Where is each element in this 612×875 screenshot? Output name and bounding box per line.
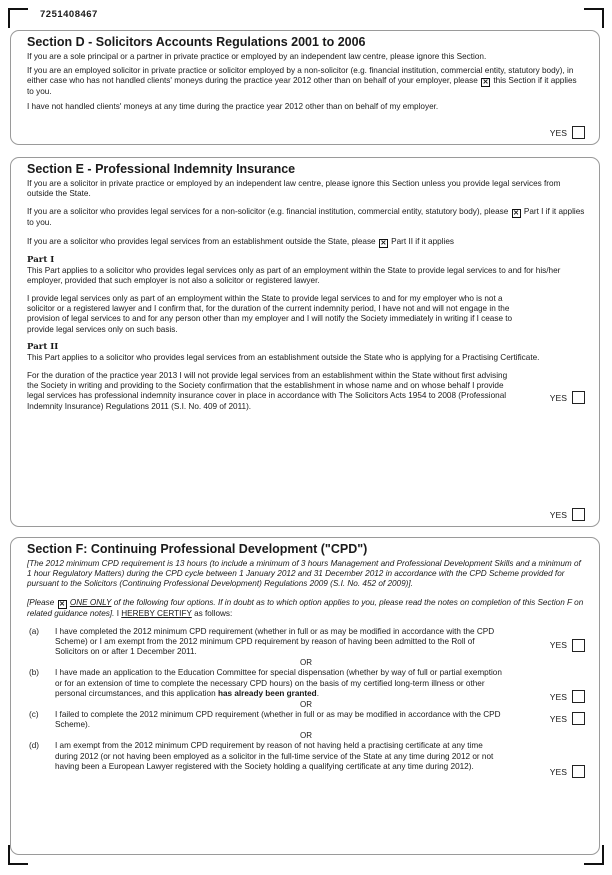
part-2-yes-checkbox[interactable] <box>572 508 585 521</box>
section-d-declaration: I have not handled clients' moneys at any time during the practice year 2012 other than on behalf of my employer. <box>27 101 439 111</box>
tick-box-icon: ✕ <box>513 210 520 218</box>
part-1-declaration: I provide legal services only as part of an employment within the State to provide legal services to and for my employer who is not a solicitor or a registered lawyer and I confirm that, for the duration of the current indemnity period, I have not and will not engage in the provision of legal services to and for any person other than my employer and I will notify the Society immediately in writing if I cease to provide legal services only on such basis. <box>27 294 513 334</box>
corner-mark-top-right <box>584 8 604 28</box>
option-d-yes <box>550 765 585 778</box>
option-a-yes <box>550 639 585 652</box>
option-a <box>27 627 585 658</box>
tick-box-icon: ✕ <box>482 79 489 87</box>
or-separator: OR <box>300 658 312 668</box>
section-e-para-3: If you are a solicitor who provides legal services from an establishment outside the State, please ✕ Part II if it applies <box>27 236 454 247</box>
section-f <box>10 537 600 855</box>
section-d-title: Section D - Solicitors Accounts Regulations 2001 to 2006 <box>27 35 366 49</box>
or-separator: OR <box>300 731 312 741</box>
yes-label: YES <box>549 766 567 777</box>
option-b-yes <box>550 690 585 703</box>
option-b-label: (b) <box>29 668 40 678</box>
part-2-yes <box>550 508 585 521</box>
option-d-label: (d) <box>29 741 40 751</box>
part-2-declaration: For the duration of the practice year 2013 I will not provide legal services from an establishment within the State without first advising the Society in writing and providing to the Society confirmation that the establishment in whose name and on whose behalf I provide legal services has professional indemnity insurance cover in place in accordance with The Solicitors Acts 1954 to 2008 (Professional Indemnity Insurance) Regulations 2011 (S.I. No. 409 of 2011). <box>27 371 508 411</box>
part-2-title: Part II <box>27 341 59 352</box>
section-d-yes-checkbox[interactable] <box>572 126 585 139</box>
yes-label: YES <box>549 127 567 138</box>
section-f-instructions: [Please ✕ ONE ONLY of the following four options. If in doubt as to which option applies to you, please read the notes on completion of this Section F on related guidance notes]. I HEREBY CERTIFY as follows: <box>27 597 584 618</box>
section-d-para-2: If you are an employed solicitor in private practice or solicitor employed by a non-solicitor (e.g. financial institution, commercial entity, statutory body), in either case who has not handled clients' moneys during the practice year 2012 other than on behalf of your employer, please ✕ this Section if it applies to you. <box>27 66 577 97</box>
option-d-text: I am exempt from the 2012 minimum CPD requirement by reason of not having held a practising certificate at any time during 2012 (or not having been employed as a solicitor in the full-time service of the State at any time during 2012 or not having been a European Lawyer registered with the Society holding a qualifying certificate at any time during 2012). <box>55 741 494 771</box>
section-e-para-1: If you are a solicitor in private practice or employed by an independent law centre, please ignore this Section unless you provide legal services from outside the State. <box>27 179 561 199</box>
yes-label: YES <box>549 640 567 651</box>
part-1-yes-checkbox[interactable] <box>572 391 585 404</box>
or-separator: OR <box>300 700 312 710</box>
section-d-para-1: If you are a sole principal or a partner in private practice or employed by an independent law centre, please ignore this Section. <box>27 52 487 61</box>
tick-box-icon: ✕ <box>59 600 66 608</box>
form-number: 7251408467 <box>40 9 98 20</box>
option-c-label: (c) <box>29 710 39 720</box>
corner-mark-top-left <box>8 8 28 28</box>
option-b-yes-checkbox[interactable] <box>572 690 585 703</box>
yes-label: YES <box>549 392 567 403</box>
part-1-title: Part I <box>27 254 55 265</box>
section-d <box>10 30 600 145</box>
yes-label: YES <box>549 713 567 724</box>
section-e <box>10 157 600 527</box>
section-f-title: Section F: Continuing Professional Development ("CPD") <box>27 542 368 556</box>
option-a-yes-checkbox[interactable] <box>572 639 585 652</box>
yes-label: YES <box>549 509 567 520</box>
part-2-para-1: This Part applies to a solicitor who provides legal services from an establishment outside the State who is applying for a Practising Certificate. <box>27 352 540 362</box>
option-d <box>27 741 585 777</box>
section-d-yes <box>550 126 585 139</box>
part-1-para-1: This Part applies to a solicitor who provides legal services only as part of an employment within the State to provide legal services to and for his/her employer, provided that such employer is not also a solicitor or registered lawyer. <box>27 265 561 285</box>
tick-box-icon: ✕ <box>380 239 387 247</box>
section-f-intro: [The 2012 minimum CPD requirement is 13 hours (to include a minimum of 3 hours Management and Professional Development Skills and a minimum of 1 hour Regulatory Matters) during the CPD cycle between 1 January 2012 and 31 December 2012 in accordance with the CPD Scheme provided for pursuant to the Solicitors (Continuing Professional Development) Regulations 2009 (S.I. No. 452 of 2009)]. <box>27 559 581 589</box>
option-a-text: I have completed the 2012 minimum CPD requirement (whether in full or as may be modified in accordance with the CPD Scheme) or I am exempt from the 2012 minimum CPD requirement by reason of having been admitted to the Roll of Solicitors on or after 1 December 2011. <box>55 626 495 657</box>
option-d-yes-checkbox[interactable] <box>572 765 585 778</box>
option-c-yes <box>550 712 585 725</box>
option-c <box>27 710 585 730</box>
option-c-text: I failed to complete the 2012 minimum CPD requirement (whether in full or as may be modified in accordance with the CPD Scheme). <box>55 710 501 730</box>
section-e-title: Section E - Professional Indemnity Insurance <box>27 162 296 176</box>
option-a-label: (a) <box>29 626 40 636</box>
part-1-yes <box>550 391 585 404</box>
section-e-para-2: If you are a solicitor who provides legal services for a non-solicitor (e.g. financial institution, commercial entity, statutory body), please ✕ Part I if it applies to you. <box>27 207 585 228</box>
yes-label: YES <box>549 691 567 702</box>
option-c-yes-checkbox[interactable] <box>572 712 585 725</box>
option-b <box>27 668 585 702</box>
option-b-text: I have made an application to the Education Committee for special dispensation (whether by way of full or partial exemption or for an extension of time to complete the necessary CPD hours) on the basis of my certified long-term illness or other personal circumstances, and this application has already been granted. <box>55 668 502 698</box>
